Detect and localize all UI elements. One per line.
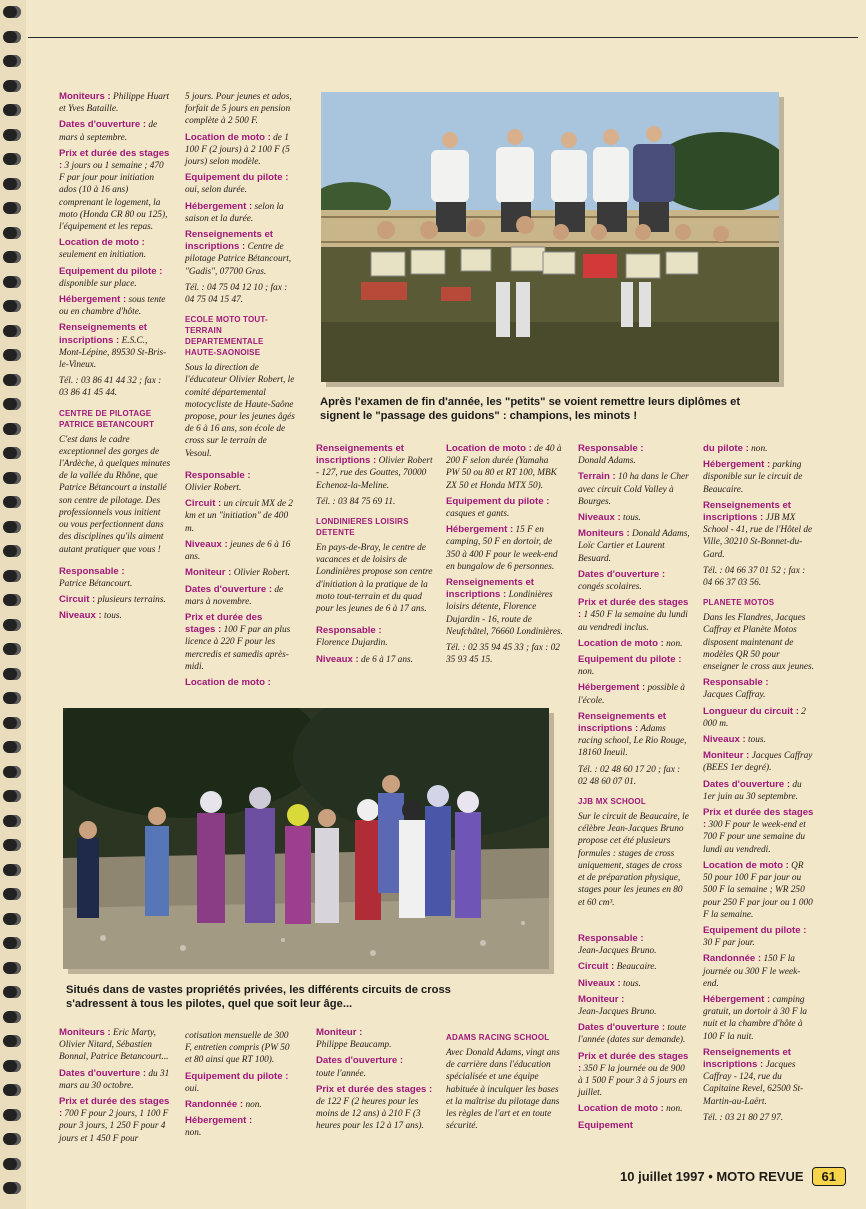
section-title: CENTRE DE PILOTAGE PATRICE BETANCOURT [59, 408, 155, 429]
binding-coil [3, 962, 21, 974]
binding-coil [3, 227, 21, 239]
photo-diploma-illustration [321, 92, 779, 382]
binding-coil [3, 643, 21, 655]
photo-diploma-group [321, 92, 779, 382]
page-footer [620, 1167, 846, 1186]
binding-coil [3, 717, 21, 729]
column-1: Moniteurs : Philippe Huart et Yves Bataille. Dates d'ouverture : de mars à septembre. Prix et durée des stages : 3 jours ou 1 semaine ; 470 F par jour pour initiation ados (10 à 16 ans) comprenant le logement, la moto (Honda CR 80 ou 125), l'équipement et les repas. Location de moto : seulement en initiation. Equipement du pilote : disponible sur place. Hébergement : sous tente ou en chambre d'hôte. Renseignements et inscriptions : E.S.C., Mont-Lépine, 89530 St-Bris-le-Vineux. Tél. : 03 86 41 44 32 ; fax : 03 86 41 45 44. CENTRE DE PILOTAGE PATRICE BETANCOURT C'est dans le cadre exceptionnel des gorges de l'Ardèche, à quelques minutes de la vallée du Rhône, que Patrice Bétancourt a installé son centre de pilotage. Des professionnels vous initient ou vous perfectionnent dans des disciplines qu'ils aiment autant pratiquer que vous ! Responsable : Patrice Bétancourt. Circuit : plusieurs terrains. Niveaux : tous. [59, 91, 171, 622]
column-5-continued: Responsable : Jean-Jacques Bruno. Circuit : Beaucaire. Niveaux : tous. Moniteur : Jean-Jacques Bruno. Dates d'ouverture : toute l'année (dates sur demande). Prix et durée des stages : 350 F la journée ou de 900 à 1 500 F pour 3 à 5 jours en juillet. Location de moto : non. Equipement [578, 933, 689, 1131]
binding-coil [3, 570, 21, 582]
binding-coil [3, 619, 21, 631]
section-title: ECOLE MOTO TOUT-TERRAIN DEPARTEMENTALE HAUTE-SAONOISE [185, 315, 268, 358]
caption-diplomas: Après l'examen de fin d'année, les "petits" se voient remettre leurs diplômes et signent le "passage des guidons" : champions, les minots ! [320, 396, 741, 422]
top-rule [28, 37, 858, 38]
binding-coil [3, 766, 21, 778]
binding-coil [3, 1158, 21, 1170]
binding-coil [3, 472, 21, 484]
binding-coil [3, 31, 21, 43]
binding-coil [3, 104, 21, 116]
binding-coil [3, 178, 21, 190]
page-number: 61 [812, 1167, 846, 1186]
column-6: du pilote : non. Hébergement : parking disponible sur le circuit de Beaucaire. Renseignements et inscriptions : JJB MX School - 41, rue de l'Hôtel de Ville, 30210 St-Bonnet-du-Gard. Tél. : 04 66 37 01 52 ; fax : 04 66 37 03 56. PLANETE MOTOS Dans les Flandres, Jacques Caffray et Planète Motos disposent maintenant de modèles QR 50 pour enseigner le cross aux jeunes. Responsable : Jacques Caffray. Longueur du circuit : 2 000 m. Niveaux : tous. Moniteur : Jacques Caffray (BEES 1er degré). Dates d'ouverture : du 1er juin au 30 septembre. Prix et durée des stages : 300 F pour le week-end et 700 F pour une semaine du lundi au vendredi. Location de moto : QR 50 pour 100 F par jour ou 500 F la semaine ; WR 250 pour 250 F par jour ou 1 000 F la semaine. Equipement du pilote : 30 F par jour. Randonnée : 150 F la journée ou 300 F le week-end. Hébergement : camping gratuit, un dortoir à 30 F la nuit et la chambre d'hôte à 100 F la nuit. Renseignements et inscriptions : Jacques Caffray - 124, rue du Capitaine Revel, 62500 St-Martin-au-Laërt. Tél. : 03 21 80 27 97. [703, 443, 814, 1123]
binding-coil [3, 398, 21, 410]
binding-coil [3, 496, 21, 508]
bottom-column-4: ADAMS RACING SCHOOL Avec Donald Adams, vingt ans de carrière dans l'éducation spécialisée et une équipe habituée à inculquer les bases et la maîtrise du pilotage dans les règles de l'art et en toute sécurité. [446, 1024, 564, 1136]
bottom-column-2: cotisation mensuelle de 300 F, entretien compris (PW 50 et 80 ainsi que RT 100). Equipement du pilote : oui. Randonnée : non. Hébergement : non. [185, 1031, 290, 1139]
photo-motocross-kids [63, 708, 549, 969]
binding-coil [3, 692, 21, 704]
photo-motocross-illustration [63, 708, 549, 969]
binding-coil [3, 374, 21, 386]
binding-coil [3, 202, 21, 214]
binding-coil [3, 325, 21, 337]
binding-coil [3, 790, 21, 802]
binding-coil [3, 864, 21, 876]
binding-coil [3, 986, 21, 998]
issue-date: 10 juillet 1997 • MOTO REVUE [620, 1169, 804, 1184]
bottom-column-1: Moniteurs : Eric Marty, Olivier Nitard, Sébastien Bonnal, Patrice Betancourt... Dates d'ouverture : du 31 mars au 30 octobre. Prix et durée des stages : 700 F pour 2 jours, 1 100 F pour 3 jours, 1 250 F pour 4 jours et 1 450 F pour [59, 1027, 170, 1144]
column-3: Renseignements et inscriptions : Olivier Robert - 127, rue des Gouttes, 70000 Echenoz-la-Meline. Tél. : 03 84 75 69 11. LONDINIERES LOISIRS DETENTE En pays-de-Bray, le centre de vacances et de loisirs de Londinières propose son centre d'initiation à la pratique de la moto tout-terrain et du quad pour les jeunes de 6 à 17 ans. Responsable : Florence Dujardin. Niveaux : de 6 à 17 ans. [316, 443, 433, 665]
binding-coil [3, 741, 21, 753]
binding-coil [3, 80, 21, 92]
binding-coil [3, 1084, 21, 1096]
bottom-column-3: Moniteur : Philippe Beaucamp. Dates d'ouverture : toute l'année. Prix et durée des stages : de 122 F (2 heures pour les moins de 12 ans) à 210 F (3 heures pour les 12 à 17 ans). [316, 1027, 433, 1132]
binding-coil [3, 1182, 21, 1194]
section-title: LONDINIERES LOISIRS DETENTE [316, 517, 409, 538]
binding-coil [3, 349, 21, 361]
binding-coil [3, 423, 21, 435]
binding-coil [3, 153, 21, 165]
column-4: Location de moto : de 40 à 200 F selon durée (Yamaha PW 50 ou 80 et RT 100, MBK ZX 50 et Honda MTX 50). Equipement du pilote : casques et gants. Hébergement : 15 F en camping, 50 F en dortoir, de 350 à 400 F pour le week-end en bungalow de 6 personnes. Renseignements et inscriptions : Londinières loisirs détente, Florence Dujardin - 16, route de Neufchâtel, 76660 Londinières. Tél. : 02 35 94 45 33 ; fax : 02 35 93 45 15. [446, 443, 563, 666]
binding-coil [3, 447, 21, 459]
section-title: PLANETE MOTOS [703, 598, 775, 608]
binding-coil [3, 1109, 21, 1121]
section-title: ADAMS RACING SCHOOL [446, 1033, 550, 1042]
binding-coil [3, 839, 21, 851]
binding-coil [3, 937, 21, 949]
binding-coil [3, 888, 21, 900]
spiral-binding [0, 0, 26, 1209]
binding-coil [3, 815, 21, 827]
section-title: JJB MX SCHOOL [578, 797, 646, 807]
caption-motocross: Situés dans de vastes propriétés privées, les différents circuits de cross s'adressent à tous les pilotes, quel que soit leur âge... [66, 984, 451, 1010]
binding-coil [3, 668, 21, 680]
binding-coil [3, 1011, 21, 1023]
binding-coil [3, 276, 21, 288]
binding-coil [3, 594, 21, 606]
binding-coil [3, 1133, 21, 1145]
binding-coil [3, 1035, 21, 1047]
binding-coil [3, 521, 21, 533]
binding-coil [3, 6, 21, 18]
binding-coil [3, 545, 21, 557]
binding-coil [3, 300, 21, 312]
binding-coil [3, 1060, 21, 1072]
column-2: 5 jours. Pour jeunes et ados, forfait de 5 jours en pension complète à 2 500 F. Location de moto : de 1 100 F (2 jours) à 2 100 F (5 jours) selon modèle. Equipement du pilote : oui, selon durée. Hébergement : selon la saison et la durée. Renseignements et inscriptions : Centre de pilotage Patrice Bétancourt, "Gadis", 07700 Gras. Tél. : 04 75 04 12 10 ; fax : 04 75 04 15 47. ECOLE MOTO TOUT-TERRAIN DEPARTEMENTALE HAUTE-SAONOISE Sous la direction de l'éducateur Olivier Robert, le comité départemental motocycliste de Haute-Saône propose, pour les jeunes âgés de 6 à 16 ans, son école de cross sur le terrain de Vesoul. Responsable : Olivier Robert. Circuit : un circuit MX de 2 km et un "initiation" de 400 m. Niveaux : jeunes de 6 à 16 ans. Moniteur : Olivier Robert. Dates d'ouverture : de mars à novembre. Prix et durée des stages : 100 F par an plus licence à 220 F pour les mercredis et samedis après-midi. Location de moto : [185, 92, 295, 688]
binding-coil [3, 55, 21, 67]
binding-coil [3, 251, 21, 263]
binding-coil [3, 913, 21, 925]
binding-coil [3, 129, 21, 141]
column-5: Responsable : Donald Adams. Terrain : 10 ha dans le Cher avec circuit Cold Valley à Bourges. Niveaux : tous. Moniteurs : Donald Adams, Loïc Cartier et Laurent Besuard. Dates d'ouverture : congés scolaires. Prix et durée des stages : 1 450 F la semaine du lundi au vendredi inclus. Location de moto : non. Equipement du pilote : non. Hébergement : possible à l'école. Renseignements et inscriptions : Adams racing school, Le Rio Rouge, 18160 Ineuil. Tél. : 02 48 60 17 20 ; fax : 02 48 60 07 01. JJB MX SCHOOL Sur le circuit de Beaucaire, le célèbre Jean-Jacques Bruno propose cet été plusieurs formules : stages de cross uniquement, stages de cross et de préparation physique, stages pour les jeunes en 80 et 60 cm³. [578, 443, 690, 908]
